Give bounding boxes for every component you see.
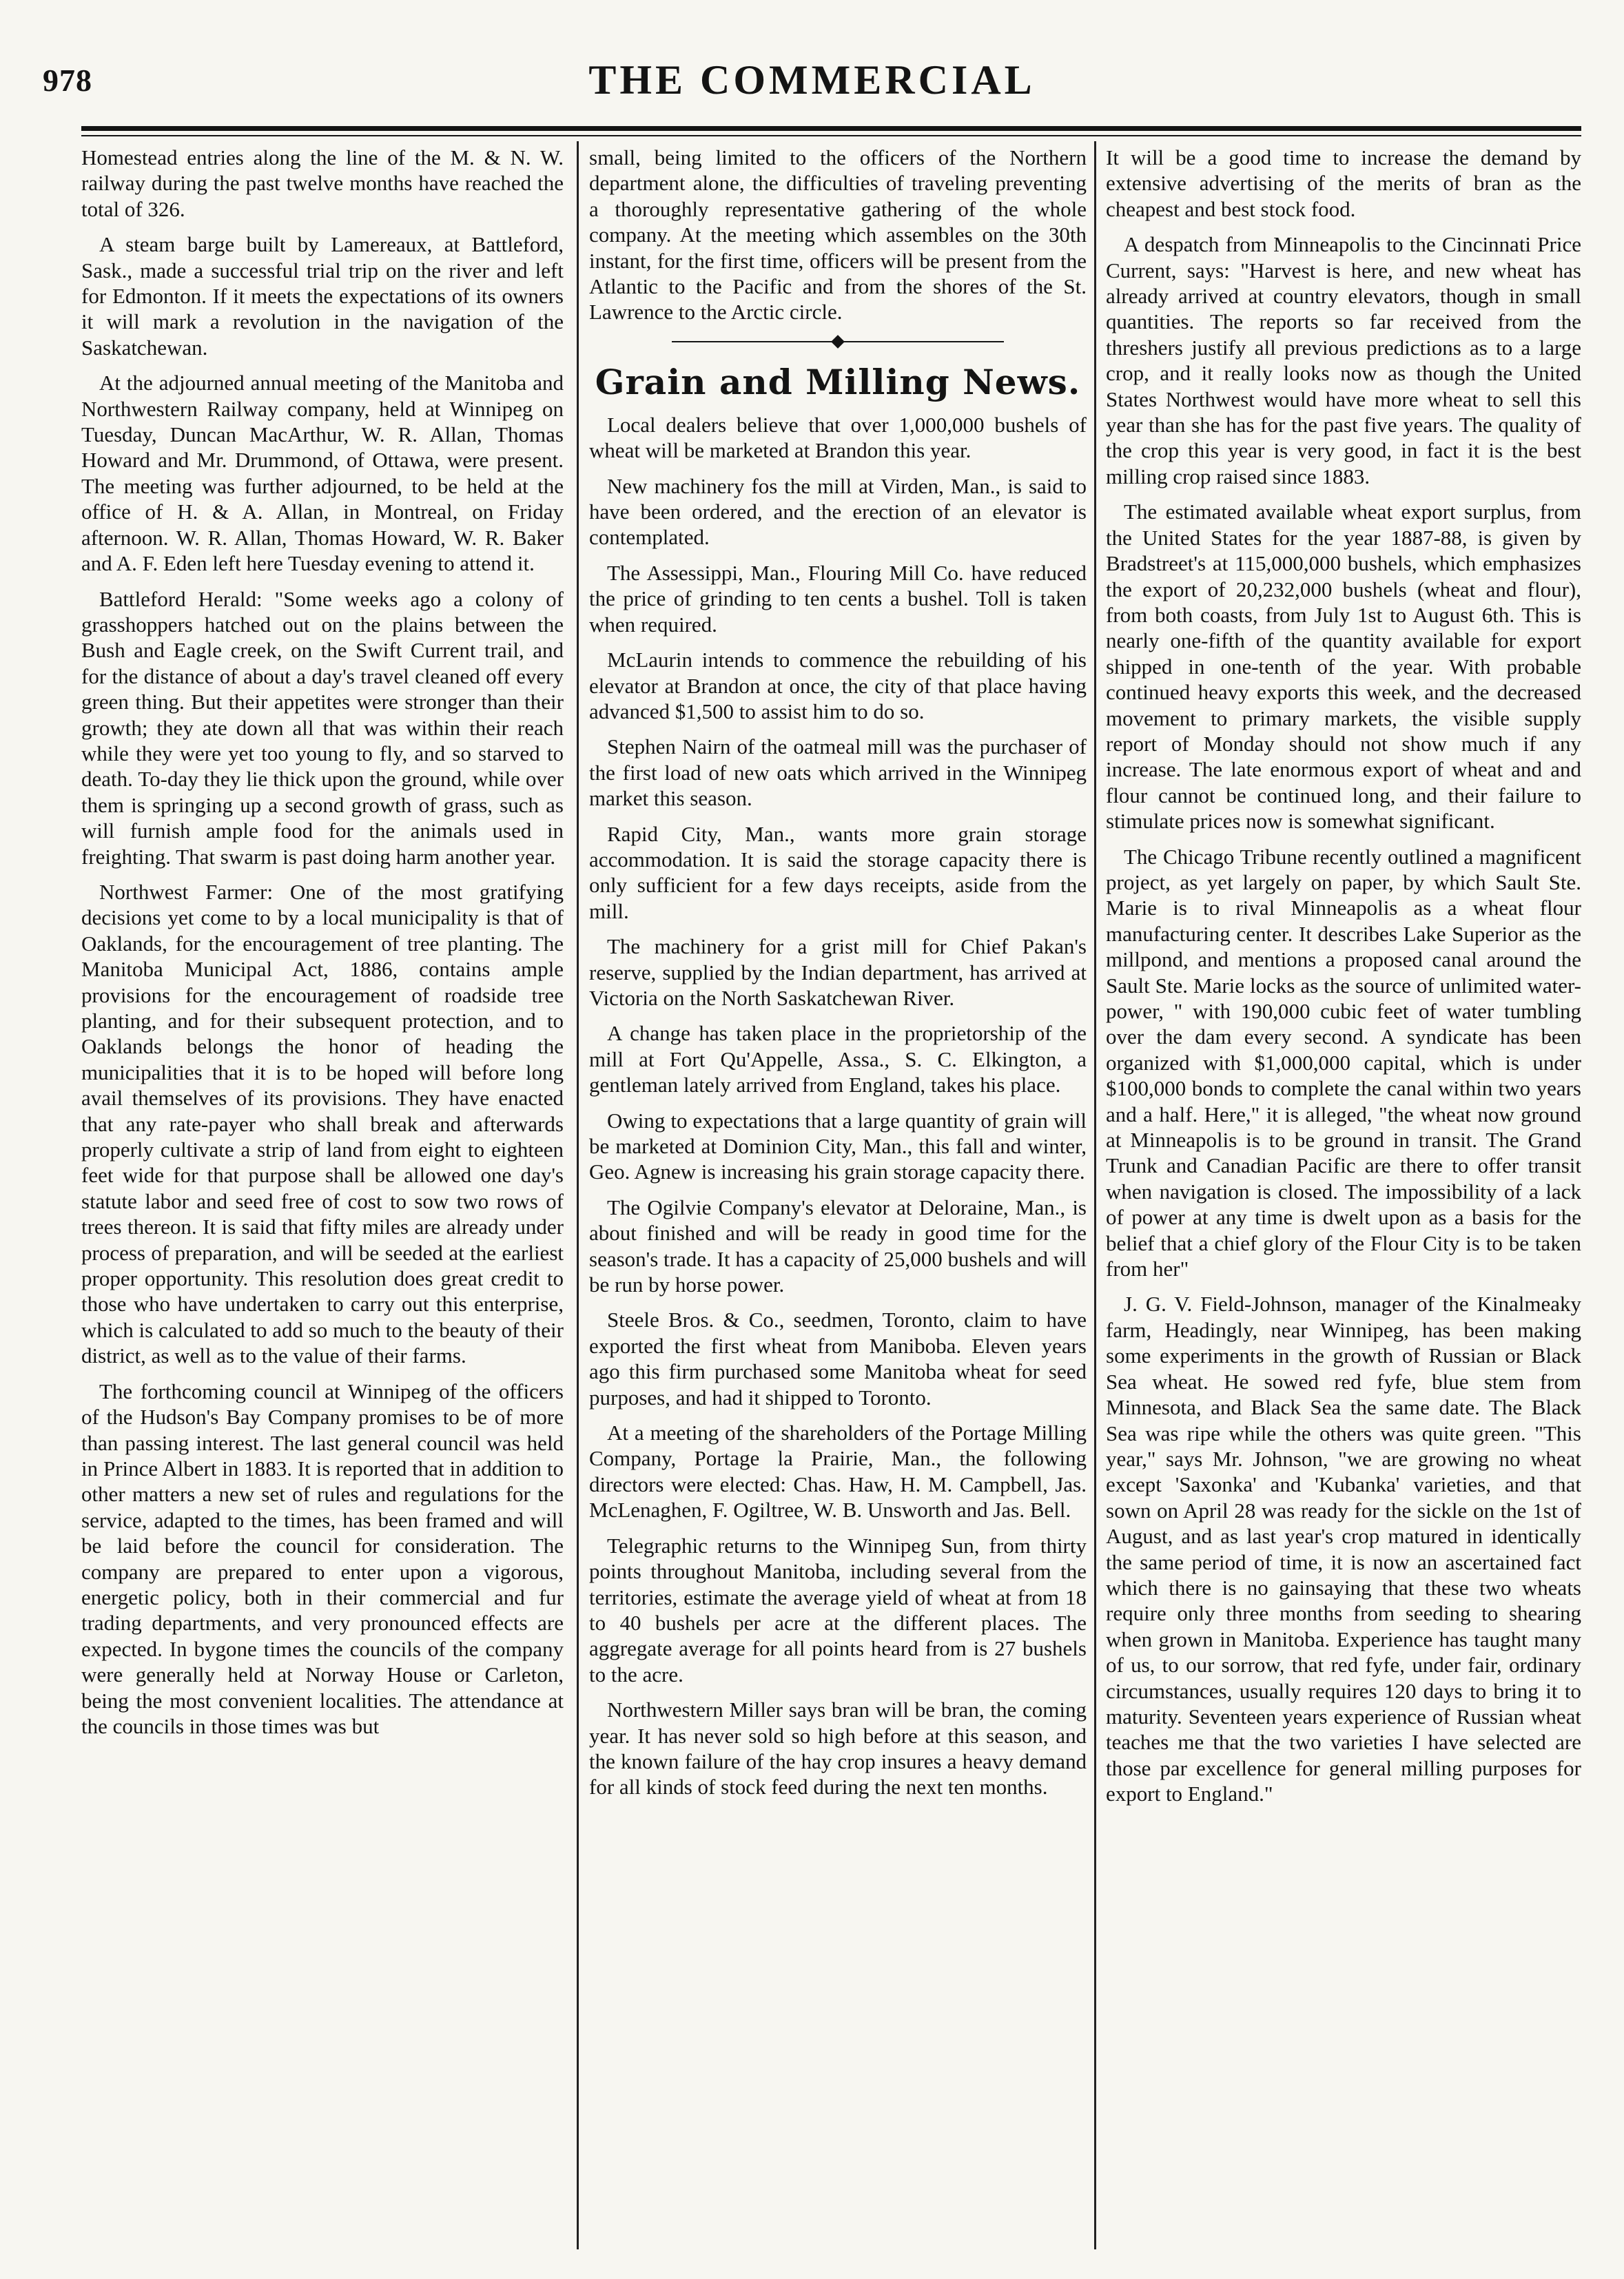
masthead-title: THE COMMERCIAL — [588, 57, 1036, 103]
article-paragraph: Northwest Farmer: One of the most gratifying decisions yet come to by a local municipality is that of Oaklands, for the encouragement of tree planting. The Manitoba Municipal Act, 1886, contains ample provisions for the encouragement of roadside tree planting, and for their subsequent protection, and to Oaklands belongs the honor of heading the municipalities that it is to be hoped will before long avail themselves of its provisions. They have enacted that any rate-payer who shall break and afterwards properly cultivate a strip of land from eight to eighteen feet wide for that purpose shall be allowed one day's statute labor and seed free of cost to sow two rows of trees thereon. It is said that fifty miles are already under process of preparation, and will be seeded at the earliest proper opportunity. This resolution does great credit to those who have undertaken to carry out this enterprise, which is calculated to add so much to the beauty of their district, as well as to the value of their farms. — [81, 879, 564, 1368]
article-paragraph: small, being limited to the officers of the Northern department alone, the difficulties of traveling preventing a thoroughly representative gathering of the whole company. At the meeting which assembles on the 30th instant, for the first time, officers will be present from the Atlantic to the Pacific and from the shores of the St. Lawrence to the Arctic circle. — [589, 145, 1087, 324]
news-item: The Ogilvie Company's elevator at Deloraine, Man., is about finished and will be ready in good time for the season's trade. It has a capacity of 25,000 bushels and will be run by horse power. — [589, 1195, 1087, 1297]
column-2 — [589, 145, 1087, 2253]
article-paragraph: The estimated available wheat export surplus, from the United States for the year 1887-88, is given by Bradstreet's at 115,000,000 bushels, which emphasizes the export of 20,232,000 bushels (wheat and flour), from both coasts, from July 1st to August 6th. This is nearly one-fifth of the quantity available for export shipped in one-tenth of the year. With probable continued heavy exports this week, and the decreased movement to primary markets, the visible supply report of Monday should not show much if any increase. The late enormous export of wheat and and flour cannot be continued long, and their failure to stimulate prices now is somewhat significant. — [1106, 499, 1581, 834]
article-paragraph: Homestead entries along the line of the M. & N. W. railway during the past twelve months have reached the total of 326. — [81, 145, 564, 221]
news-item: Stephen Nairn of the oatmeal mill was the purchaser of the first load of new oats which arrived in the Winnipeg market this season. — [589, 734, 1087, 811]
article-paragraph: The Chicago Tribune recently outlined a magnificent project, as yet largely on paper, by which Sault Ste. Marie is to rival Minneapolis as a wheat flour manufacturing center. It describes Lake Superior as the millpond, and mentions a proposed canal around the Sault Ste. Marie locks as the source of unlimited water-power, " with 190,000 cubic feet of water tumbling over the dam every second. A syndicate has been organized with $1,000,000 capital, which is under $100,000 bonds to complete the canal within two years and a half. Here," it is alleged, "the wheat now ground at Minneapolis is to be ground in transit. The Grand Trunk and Canadian Pacific are there to offer transit when navigation is closed. The impossibility of a lack of power at any time is dwelt upon as a basis for the belief that a chief glory of the Flour City is to be taken from her" — [1106, 844, 1581, 1281]
news-item: Northwestern Miller says bran will be bran, the coming year. It has never sold so high before at this season, and the known failure of the hay crop insures a heavy demand for all kinds of stock feed during the next ten months. — [589, 1698, 1087, 1800]
article-paragraph: J. G. V. Field-Johnson, manager of the Kinalmeaky farm, Headingly, near Winnipeg, has been making some experiments in the growth of Russian or Black Sea wheat. He sowed red fyfe, blue stem from Minnesota, and Black Sea the same date. The Black Sea was ripe while the others was quite green. "This year," says Mr. Johnson, "we are growing no wheat except 'Saxonka' and 'Kubanka' varieties, and that sown on April 28 was ready for the sickle on the 1st of August, and as last year's crop matured in identically the same period of time, it is now an ascertained fact which there is no gainsaying that these two wheats require only three months from seeding to shearing when grown in Manitoba. Experience has taught many of us, to our sorrow, that red fyfe, under fair, ordinary circumstances, usually requires 120 days to bring it to maturity. Seventeen years experience of Russian wheat teaches me that the two varieties I have selected are those par excellence for general milling purposes for export to England." — [1106, 1292, 1581, 1806]
column-1 — [81, 145, 564, 2253]
column-divider — [1094, 141, 1096, 2249]
header-rule-thin — [81, 135, 1581, 136]
section-divider — [672, 335, 1004, 349]
section-heading: Grain and Milling News. — [595, 361, 1081, 402]
news-item: The machinery for a grist mill for Chief Pakan's reserve, supplied by the Indian department, has arrived at Victoria on the North Saskatchewan River. — [589, 934, 1087, 1010]
news-item: Local dealers believe that over 1,000,000 bushels of wheat will be marketed at Brandon this year. — [589, 412, 1087, 463]
news-item: At a meeting of the shareholders of the Portage Milling Company, Portage la Prairie, Man., the following directors were elected: Chas. Haw, H. M. Campbell, Jas. McLenaghen, F. Ogiltree, W. B. Unsworth and Jas. Bell. — [589, 1421, 1087, 1523]
article-paragraph: At the adjourned annual meeting of the Manitoba and Northwestern Railway company, held at Winnipeg on Tuesday, Duncan MacArthur, W. R. Allan, Thomas Howard and Mr. Drummond, of Ottawa, were present. The meeting was further adjourned, to be held at the office of H. & A. Allan, in Montreal, on Friday afternoon. W. R. Allan, Thomas Howard, W. R. Baker and A. F. Eden left here Tuesday evening to attend it. — [81, 371, 564, 576]
news-item: Steele Bros. & Co., seedmen, Toronto, claim to have exported the first wheat from Maniboba. Eleven years ago this firm purchased some Manitoba wheat for seed purposes, and had it shipped to Toronto. — [589, 1308, 1087, 1410]
header-rule-thick — [81, 126, 1581, 131]
news-item: Rapid City, Man., wants more grain storage accommodation. It is said the storage capacity there is only sufficient for a few days receipts, aside from the mill. — [589, 821, 1087, 923]
news-item: Telegraphic returns to the Winnipeg Sun, from thirty points throughout Manitoba, including several from the territories, estimate the average yield of wheat at from 18 to 40 bushels per acre at the different places. The aggregate average for all points heard from is 27 bushels to the acre. — [589, 1533, 1087, 1687]
article-paragraph: A steam barge built by Lamereaux, at Battleford, Sask., made a successful trial trip on the river and left for Edmonton. If it meets the expectations of its owners it will mark a revolution in the navigation of the Saskatchewan. — [81, 232, 564, 360]
article-paragraph: The forthcoming council at Winnipeg of the officers of the Hudson's Bay Company promises to be of more than passing interest. The last general council was held in Prince Albert in 1883. It is reported that in addition to other matters a new set of rules and regulations for the service, adapted to the times, has been framed and will be laid before the council for consideration. The company are prepared to enter upon a vigorous, energetic policy, both in their commercial and fur trading departments, and very pronounced effects are expected. In bygone times the councils of the company were generally held at Norway House or Carleton, being the most convenient localities. The attendance at the councils in those times was but — [81, 1379, 564, 1738]
news-item: McLaurin intends to commence the rebuilding of his elevator at Brandon at once, the city of that place having advanced $1,500 to assist him to do so. — [589, 648, 1087, 723]
page-number: 978 — [43, 63, 92, 98]
news-item: Owing to expectations that a large quantity of grain will be marketed at Dominion City, Man., this fall and winter, Geo. Agnew is increasing his grain storage capacity there. — [589, 1108, 1087, 1184]
news-item: The Assessippi, Man., Flouring Mill Co. have reduced the price of grinding to ten cents a bushel. Toll is taken when required. — [589, 560, 1087, 637]
page-header — [0, 0, 1624, 145]
news-item: A change has taken place in the proprietorship of the mill at Fort Qu'Appelle, Assa., S. C. Elkington, a gentleman lately arrived from England, takes his place. — [589, 1021, 1087, 1097]
article-paragraph: It will be a good time to increase the demand by extensive advertising of the merits of bran as the cheapest and best stock food. — [1106, 145, 1581, 221]
article-paragraph: A despatch from Minneapolis to the Cincinnati Price Current, says: "Harvest is here, and new wheat has already arrived at country elevators, though in small quantities. The reports so far received from the threshers justify all previous predictions as to a large crop, and it really looks now as though the United States Northwest would have more wheat to sell this year than she has for the past five years. The quality of the crop this year is very good, in fact it is the best milling crop raised since 1883. — [1106, 232, 1581, 488]
article-paragraph: Battleford Herald: "Some weeks ago a colony of grasshoppers hatched out on the plains between the Bush and Eagle creek, on the Swift Current trail, and for the distance of about a day's travel cleaned off every green thing. But their appetites were stronger than their growth; they ate down all that was within their reach while they were yet too young to fly, and so starved to death. To-day they lie thick upon the ground, while over them is springing up a second growth of grass, such as will furnish ample food for the animals used in freighting. That swarm is past doing harm another year. — [81, 586, 564, 869]
news-item: New machinery fos the mill at Virden, Man., is said to have been ordered, and the erection of an elevator is contemplated. — [589, 473, 1087, 550]
column-divider — [577, 141, 579, 2249]
column-3 — [1106, 145, 1581, 2253]
